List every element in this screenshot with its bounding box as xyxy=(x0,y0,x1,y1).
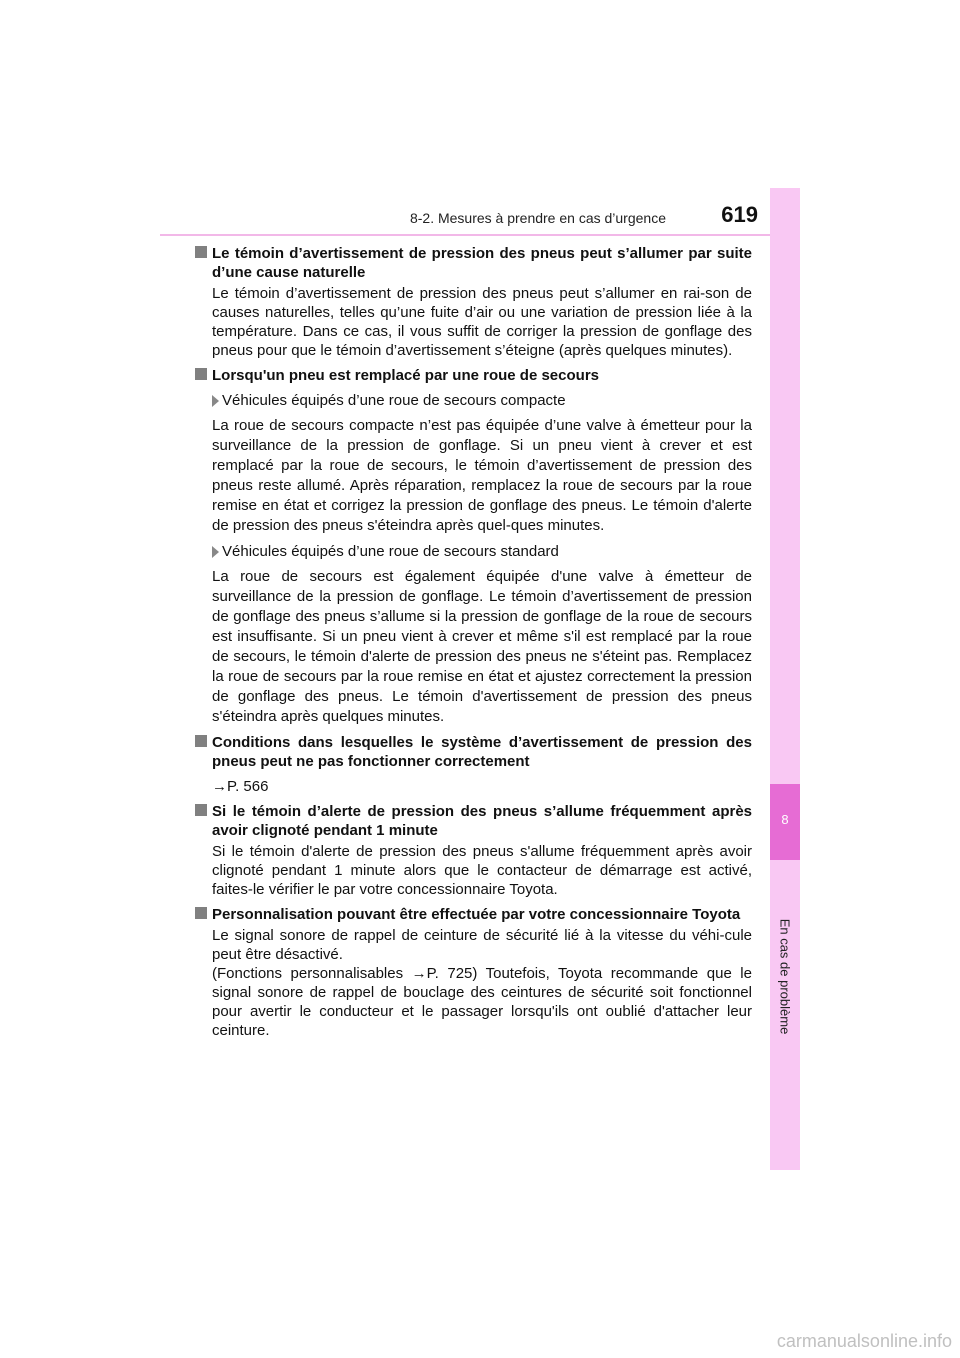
subheading-text: Véhicules équipés d’une roue de secours standard xyxy=(222,543,559,560)
square-bullet-icon xyxy=(195,735,207,747)
section-heading: Personnalisation pouvant être effectuée par votre concessionnaire Toyota xyxy=(212,906,741,923)
triangle-bullet-icon xyxy=(212,546,219,558)
square-bullet-icon xyxy=(195,907,207,919)
section-body: La roue de secours est également équipée d'une valve à émetteur de surveillance de la pression de gonflage. Le témoin d’avertissement de pression de gonflage des pneus s’allume si la pression de gonflage de la roue de secours est insuffisante. Si un pneu vient à crever et même s'il est remplacé par la roue de secours, le témoin d'alerte de pression des pneus ne s'éteint pas. Remplacez la roue de secours par la roue remise en état et ajustez correctement la pression de gonflage des pneus. Le témoin d'avertissement de pression des pneus s'éteindra après quelques minutes. xyxy=(212,568,752,725)
section-title: 8-2. Mesures à prendre en cas d’urgence xyxy=(409,210,666,226)
subheading-text: Véhicules équipés d’une roue de secours compacte xyxy=(222,392,566,409)
section-customization xyxy=(212,905,752,1040)
watermark: carmanualsonline.info xyxy=(776,1331,952,1351)
square-bullet-icon xyxy=(195,368,207,380)
section-body: Le signal sonore de rappel de ceinture de sécurité lié à la vitesse du véhi-cule peut être désactivé. xyxy=(212,927,752,963)
page-content xyxy=(212,244,752,1046)
square-bullet-icon xyxy=(195,246,207,258)
chapter-number-box xyxy=(770,784,800,860)
page-number: 619 xyxy=(721,202,758,227)
page-reference: →P. 566 xyxy=(212,778,269,795)
chapter-number: 8 xyxy=(781,812,789,827)
section-heading: Lorsqu'un pneu est remplacé par une roue de secours xyxy=(212,367,599,384)
section-heading: Conditions dans lesquelles le système d’avertissement de pression des pneus peut ne pas fonctionner correctement xyxy=(212,734,752,770)
section-body-continued: (Fonctions personnalisables →P. 725) Toutefois, Toyota recommande que le signal sonore de rappel de bouclage des ceintures de sécurité soit fonctionnel pour avertir le conducteur et le passager lorsqu'ils ont oublié d'attacher leur ceinture. xyxy=(212,965,752,1039)
section-body: Le témoin d’avertissement de pression des pneus peut s’allumer en rai-son de causes naturelles, telles qu’une fuite d’air ou une variation de pression liée à la température. Dans ce cas, il vous suffit de corriger la pression de gonflage des pneus pour que le témoin d’avertissement s’éteigne (après quelques minutes). xyxy=(212,285,752,359)
square-bullet-icon xyxy=(195,804,207,816)
section-spare-tire xyxy=(212,366,752,727)
section-frequent-light xyxy=(212,802,752,899)
section-heading: Si le témoin d’alerte de pression des pneus s’allume fréquemment après avoir clignoté pendant 1 minute xyxy=(212,803,752,839)
section-natural-cause xyxy=(212,244,752,360)
chapter-label: En cas de problème xyxy=(777,918,793,1035)
page-header xyxy=(160,194,798,236)
subheading-compact-spare xyxy=(212,391,752,410)
chapter-side-tab xyxy=(770,188,800,1170)
section-malfunction-conditions xyxy=(212,733,752,796)
section-body: La roue de secours compacte n’est pas équipée d’une valve à émetteur pour la surveillance de la pression de gonflage. Si un pneu vient à crever et est remplacé par la roue de secours, le témoin d’avertissement de pression des pneus reste allumé. Après réparation, remplacez la roue de secours par la roue remise en état et corrigez la pression de gonflage des pneus. Le témoin d'alerte de pression des pneus s'éteindra après quel-ques minutes. xyxy=(212,417,752,534)
triangle-bullet-icon xyxy=(212,395,219,407)
section-body: Si le témoin d'alerte de pression des pneus s'allume fréquemment après avoir clignoté pendant 1 minute alors que le contacteur de démarrage est activé, faites-le vérifier le par votre concessionnaire Toyota. xyxy=(212,843,752,898)
section-heading: Le témoin d’avertissement de pression des pneus peut s’allumer par suite d’une cause naturelle xyxy=(212,245,752,281)
subheading-standard-spare xyxy=(212,542,752,561)
